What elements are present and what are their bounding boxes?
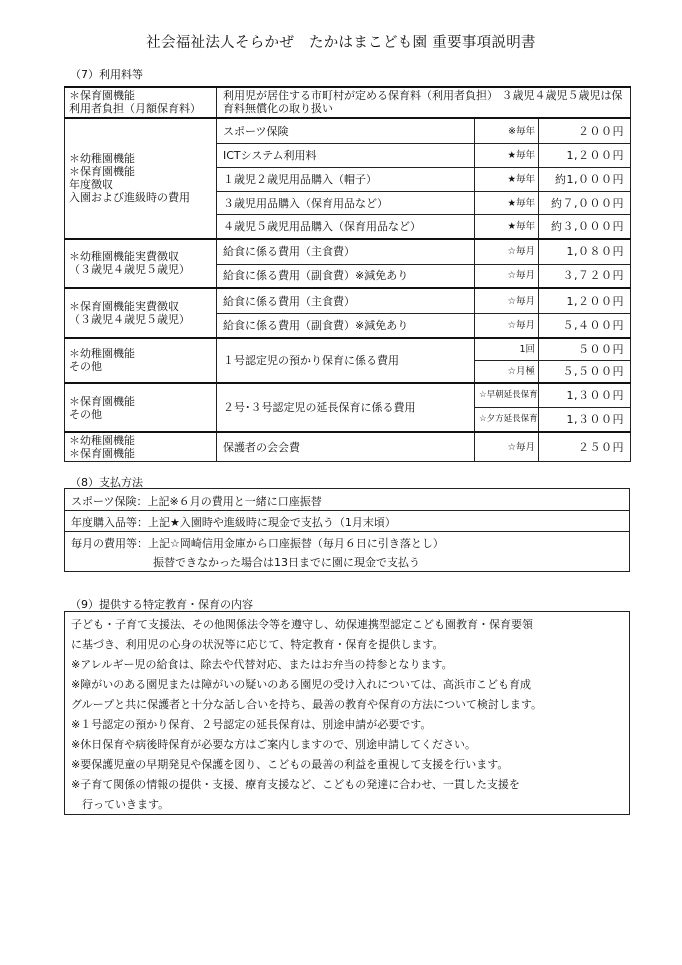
service-content-box <box>64 611 630 815</box>
fee-item-cell: ＊幼稚園機能実費徴収 （３歳児４歳児５歳児） <box>65 239 217 289</box>
fee-amount: ２５０円 <box>539 432 631 461</box>
fee-row <box>65 338 631 361</box>
section-9-heading: （9）提供する特定教育・保育の内容 <box>70 598 253 611</box>
fee-frequency: ☆早朝延長保育 <box>475 383 539 408</box>
payment-line: 振替できなかった場合は13日までに園に現金で支払う <box>153 556 420 569</box>
fee-description: １号認定児の預かり保育に係る費用 <box>217 338 475 383</box>
fee-description: ４歳児５歳児用品購入（保育用品など） <box>217 215 475 239</box>
payment-method-box <box>64 488 630 572</box>
service-paragraph: ※要保護児童の早期発見や保護を図り、こどもの最善の利益を重視して支援を行います。 <box>71 758 509 771</box>
fee-frequency: ★毎年 <box>475 167 539 191</box>
payment-line: 毎月の費用等：上記☆岡崎信用金庫から口座振替（毎月６日に引き落とし） <box>71 537 444 550</box>
fee-description: １歳児２歳児用品購入（帽子） <box>217 167 475 191</box>
fee-amount: ５００円 <box>539 338 631 361</box>
service-paragraph: ※１号認定の預かり保育、２号認定の延長保育は、別途申請が必要です。 <box>71 718 432 731</box>
service-paragraph: ※休日保育や病後時保育が必要な方はご案内しますので、別途申請してください。 <box>71 738 476 751</box>
fee-frequency: ☆毎月 <box>475 432 539 461</box>
fee-frequency: ※毎年 <box>475 118 539 144</box>
fee-row <box>65 432 631 461</box>
fee-amount: ３,７２０円 <box>539 264 631 288</box>
fee-frequency: ☆毎月 <box>475 239 539 265</box>
service-paragraph: に基づき、利用児の心身の状況等に応じて、特定教育・保育を提供します。 <box>71 638 444 651</box>
fee-description: ３歳児用品購入（保育用品など） <box>217 191 475 215</box>
fee-row <box>65 118 631 144</box>
payment-line: 年度購入品等：上記★入園時や進級時に現金で支払う（1月末頃） <box>71 516 396 529</box>
fee-description: ICTシステム利用料 <box>217 144 475 168</box>
fee-amount: ５,５００円 <box>539 360 631 383</box>
payment-line: スポーツ保険：上記※６月の費用と一緒に口座振替 <box>71 495 322 508</box>
fee-description: 給食に係る費用（主食費） <box>217 288 475 314</box>
fee-amount: 1,２００円 <box>539 288 631 314</box>
fee-frequency: ☆毎月 <box>475 288 539 314</box>
fee-amount: 約７,０００円 <box>539 191 631 215</box>
fee-item-cell: ＊保育園機能 利用者負担（月額保育料） <box>65 87 217 118</box>
fee-frequency: ★毎年 <box>475 215 539 239</box>
document-title: 社会福祉法人そらかぜ たかはまこども園 重要事項説明書 <box>146 35 536 51</box>
fee-description: 利用児が居住する市町村が定める保育料（利用者負担） ３歳児４歳児５歳児は保育料無償化の取り扱い <box>217 87 631 118</box>
fee-description: ２号･３号認定児の延長保育に係る費用 <box>217 383 475 433</box>
fee-amount: 約３,０００円 <box>539 215 631 239</box>
fee-row <box>65 288 631 314</box>
fee-frequency: ☆夕方延長保育 <box>475 408 539 433</box>
fee-amount: 約1,０００円 <box>539 167 631 191</box>
service-paragraph: ※障がいのある園児または障がいの疑いのある園児の受け入れについては、高浜市こども育成 <box>71 678 531 691</box>
service-paragraph: 行っていきます。 <box>71 798 170 811</box>
fee-frequency: ☆毎月 <box>475 264 539 288</box>
fee-description: 保護者の会会費 <box>217 432 475 461</box>
fee-item-cell: ＊幼稚園機能 その他 <box>65 338 217 383</box>
fee-row <box>65 239 631 265</box>
fee-row <box>65 87 631 118</box>
fee-amount: ２００円 <box>539 118 631 144</box>
fee-amount: 1,２００円 <box>539 144 631 168</box>
fee-frequency: 1回 <box>475 338 539 361</box>
section-8-heading: （8）支払方法 <box>70 476 143 489</box>
fee-frequency: ☆毎月 <box>475 314 539 338</box>
fee-description: 給食に係る費用（主食費） <box>217 239 475 265</box>
service-paragraph: 子ども・子育て支援法、その他関係法令等を遵守し、幼保連携型認定こども園教育・保育要領 <box>71 618 533 631</box>
fee-description: スポーツ保険 <box>217 118 475 144</box>
fee-description: 給食に係る費用（副食費）※減免あり <box>217 264 475 288</box>
fee-row <box>65 383 631 408</box>
fee-frequency: ★毎年 <box>475 144 539 168</box>
fee-item-cell: ＊幼稚園機能 ＊保育園機能 <box>65 432 217 461</box>
service-paragraph: ※アレルギー児の給食は、除去や代替対応、またはお弁当の持参となります。 <box>71 658 453 671</box>
fee-item-cell: ＊保育園機能 その他 <box>65 383 217 433</box>
fee-table <box>64 86 631 462</box>
fee-amount: 1,３００円 <box>539 383 631 408</box>
fee-amount: 1,３００円 <box>539 408 631 433</box>
fee-item-cell: ＊保育園機能実費徴収 （３歳児４歳児５歳児） <box>65 288 217 338</box>
service-paragraph: グループと共に保護者と十分な話し合いを持ち、最善の教育や保育の方法について検討します。 <box>71 698 543 711</box>
section-7-heading: （7）利用料等 <box>70 68 143 81</box>
service-paragraph: ※子育て関係の情報の提供・支援、療育支援など、こどもの発達に合わせ、一貫した支援を <box>71 778 520 791</box>
fee-description: 給食に係る費用（副食費）※減免あり <box>217 314 475 338</box>
fee-amount: 1,０８０円 <box>539 239 631 265</box>
fee-frequency: ★毎年 <box>475 191 539 215</box>
fee-item-cell: ＊幼稚園機能 ＊保育園機能 年度徴収 入園および進級時の費用 <box>65 118 217 239</box>
fee-amount: ５,４００円 <box>539 314 631 338</box>
fee-frequency: ☆月極 <box>475 360 539 383</box>
